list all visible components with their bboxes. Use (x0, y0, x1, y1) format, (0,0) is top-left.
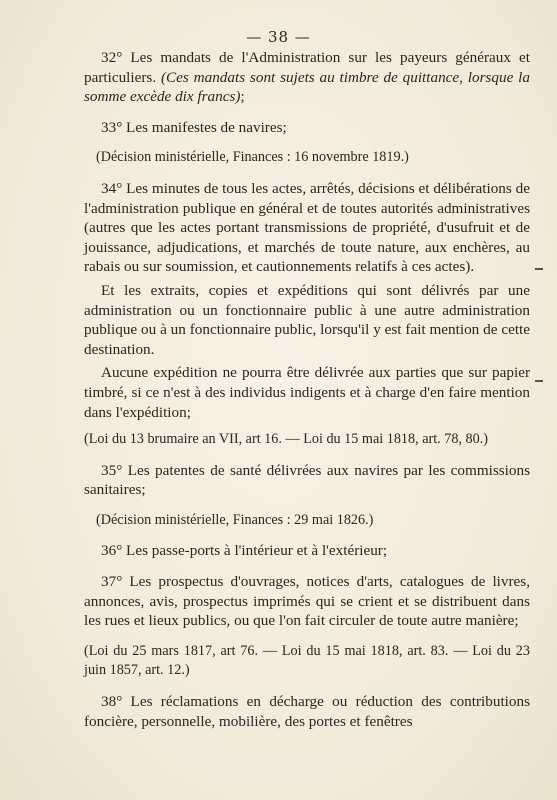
paragraph-35-decision: (Décision ministérielle, Finances : 29 mai 1826.) (96, 511, 374, 528)
paragraph-32-italic: (Ces mandats sont sujets au timbre de quittance, lorsque la somme excède dix francs) (84, 68, 531, 106)
paragraph-34: 34° Les minutes de tous les actes, arrêtés, décisions et délibérations de l'administration publique en général et de toutes autorités administratives (autres que les actes portant transmissions de propriété, d'usufruit et de jouissance, adjudications, et marchés de toute nature, aux enchères, au rabais ou sur soumission, et cautionnements relatifs à ces actes). (84, 179, 530, 276)
paragraph-38: 38° Les réclamations en décharge ou réduction des contributions foncière, personnelle, mobilière, des portes et fenêtres (84, 693, 530, 730)
paragraph-35: 35° Les patentes de santé délivrées aux navires par les commissions sanitaires; (84, 461, 530, 499)
paragraph-34-expedition: Aucune expédition ne pourra être délivrée aux parties que sur papier timbré, si ce n'est à des individus indigents et à charge d'en faire mention dans l'expédition; (84, 364, 530, 421)
paragraph-34-law: (Loi du 13 brumaire an VII, art 16. — Loi du 15 mai 1818, art. 78, 80.) (84, 431, 488, 448)
document-body (84, 48, 530, 731)
paragraph-32-end: ; (240, 88, 245, 106)
paragraph-34-copies: Et les extraits, copies et expéditions qui sont délivrés par une administration ou un fonctionnaire public à une autre administration publique ou à un fonctionnaire public, lorsqu'il y est fait mention de cette destination. (84, 281, 530, 358)
page-number: — 38 — (246, 28, 311, 46)
paragraph-32 (84, 48, 530, 107)
paragraph-32-text: 32° Les mandats de l'Administration sur les payeurs généraux et particuliers. (84, 49, 530, 86)
paragraph-36: 36° Les passe-ports à l'intérieur et à l'extérieur; (101, 542, 388, 560)
paragraph-33-decision: (Décision ministérielle, Finances : 16 novembre 1819.) (96, 149, 409, 166)
margin-mark (535, 268, 543, 270)
margin-mark (535, 380, 543, 382)
paragraph-33: 33° Les manifestes de navires; (101, 118, 287, 136)
paragraph-37: 37° Les prospectus d'ouvrages, notices d'arts, catalogues de livres, annonces, avis, prospectus imprimés qui se crient et se distribuent dans les rues et lieux publics, ou que l'on fait circuler de toute autre manière; (84, 573, 530, 630)
paragraph-37-law: (Loi du 25 mars 1817, art 76. — Loi du 15 mai 1818, art. 83. — Loi du 23 juin 1857, art. 12.) (84, 642, 530, 679)
